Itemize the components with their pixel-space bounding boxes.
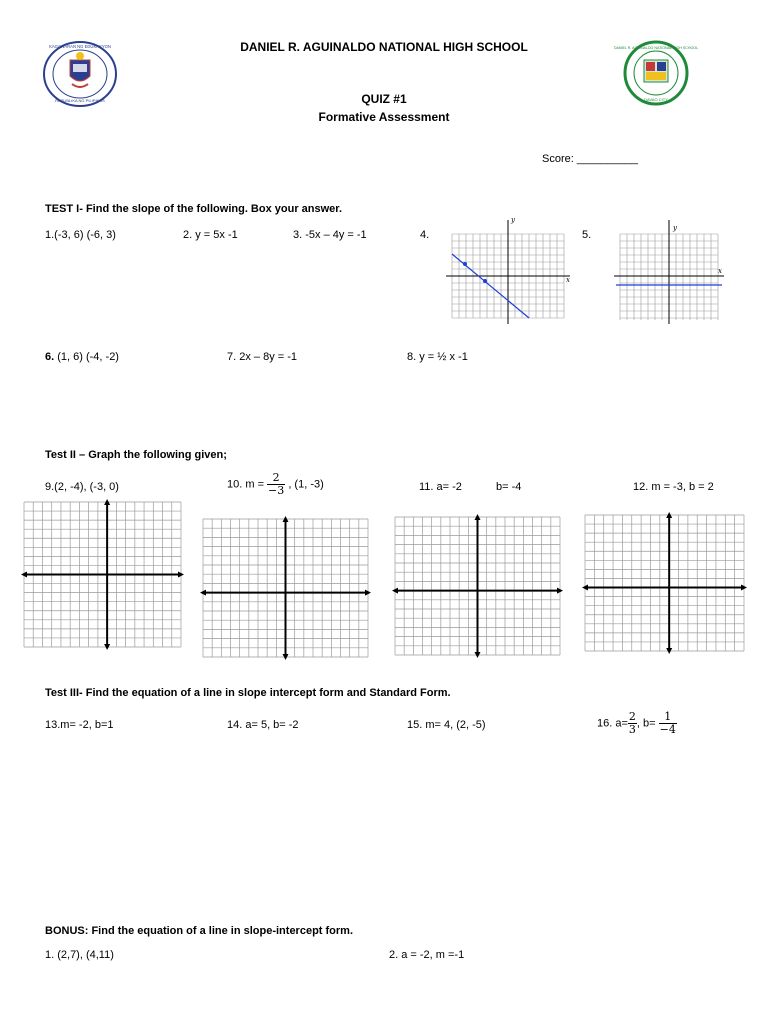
q16-a-numerator: 2: [628, 710, 636, 723]
q16-text: [597, 711, 677, 736]
q6-number: 6.: [45, 351, 55, 363]
bonus-q2-text: 2. a = -2, m =-1: [389, 949, 465, 961]
q16-a-denominator: 3: [628, 723, 636, 736]
q5-y-label: y: [673, 224, 677, 232]
right-seal-top-text: DANIEL R. AGUINALDO NATIONAL HIGH SCHOOL: [613, 46, 699, 50]
bonus-q1-text: 1. (2,7), (4,11): [45, 949, 114, 961]
q12-text: 12. m = -3, b = 2: [633, 481, 714, 493]
left-seal-top-text: KAGAWARAN NG EDUKASYON: [49, 44, 111, 49]
q10-numerator: 2: [272, 471, 280, 484]
q16-mid: , b=: [636, 717, 656, 730]
q11-b-text: b= -4: [496, 481, 522, 493]
q11-a-text: 11. a= -2: [419, 481, 462, 493]
bonus-heading: BONUS: Find the equation of a line in slope-intercept form.: [45, 925, 354, 937]
q7-text: 7. 2x – 8y = -1: [227, 351, 298, 363]
q5-graph: [606, 216, 732, 326]
left-seal-bottom-text: REPUBLIKA NG PILIPINAS: [55, 98, 105, 103]
q10-blank-graph: [201, 517, 370, 659]
q10-fraction: [267, 472, 285, 497]
q13-text: 13.m= -2, b=1: [45, 719, 114, 731]
q15-text: 15. m= 4, (2, -5): [407, 719, 486, 731]
test1-heading: TEST I- Find the slope of the following. Box your answer.: [45, 203, 343, 215]
q6-text: [45, 351, 119, 363]
test2-heading: Test II – Graph the following given;: [45, 449, 227, 461]
q12-blank-graph: [583, 513, 746, 653]
q6-value: (1, 6) (-4, -2): [54, 351, 119, 363]
q16-a-fraction: [628, 711, 637, 736]
q3-text: 3. -5x – 4y = -1: [293, 229, 367, 241]
q9-text: 9.(2, -4), (-3, 0): [45, 481, 119, 493]
q16-b-fraction: [659, 711, 677, 736]
q9-blank-graph: [22, 500, 183, 649]
q16-b-numerator: 1: [664, 710, 672, 723]
q4-graph: [434, 214, 574, 326]
q8-text: 8. y = ½ x -1: [407, 351, 468, 363]
q4-y-label: y: [511, 216, 515, 224]
quiz-title: QUIZ #1: [361, 92, 407, 106]
q10-denominator: −3: [268, 484, 285, 497]
q5-text: 5.: [582, 229, 592, 241]
q4-text: 4.: [420, 229, 430, 241]
q10-text: [227, 472, 324, 497]
q11-blank-graph: [393, 515, 562, 657]
test3-heading: Test III- Find the equation of a line in slope intercept form and Standard Form.: [45, 687, 451, 699]
right-seal-bottom-text: DAVAO CITY: [644, 97, 668, 102]
q16-prefix: 16. a=: [597, 717, 628, 730]
quiz-subtitle: Formative Assessment: [318, 110, 450, 124]
q4-x-label: x: [566, 276, 570, 284]
q14-text: 14. a= 5, b= -2: [227, 719, 299, 731]
q5-x-label: x: [718, 267, 722, 275]
q1-text: 1.(-3, 6) (-6, 3): [45, 229, 116, 241]
q16-b-denominator: −4: [659, 723, 676, 736]
q10-prefix: 10. m =: [227, 478, 268, 491]
score-field: Score: __________: [542, 153, 639, 165]
q2-text: 2. y = 5x -1: [183, 229, 238, 241]
school-name: DANIEL R. AGUINALDO NATIONAL HIGH SCHOOL: [240, 40, 528, 54]
q10-suffix: , (1, -3): [285, 478, 324, 491]
